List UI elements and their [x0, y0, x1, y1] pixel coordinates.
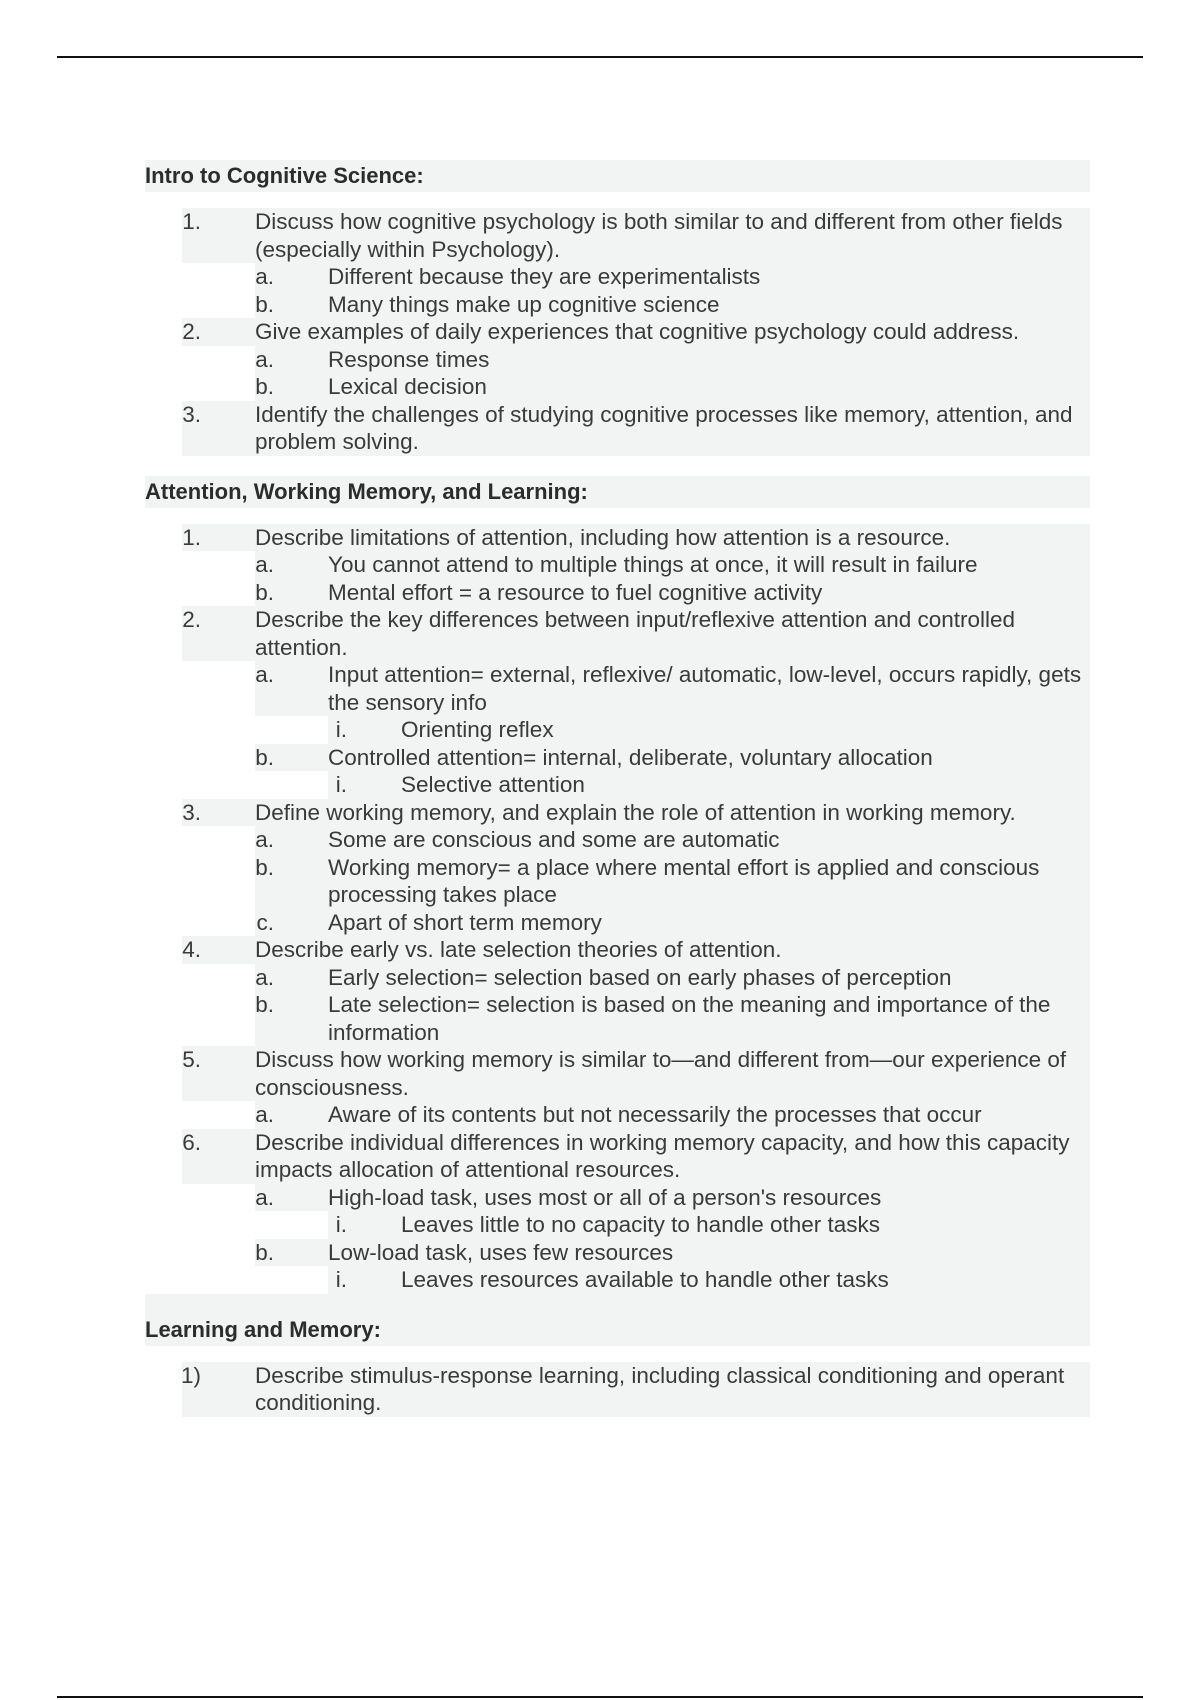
list-item-text: Identify the challenges of studying cognitive processes like memory, attention, and problem solving.: [255, 401, 1073, 454]
list-item: [255, 551, 1090, 579]
list-item: [182, 799, 1090, 827]
list-item-text: Describe stimulus-response learning, including classical conditioning and operant conditioning.: [255, 1362, 1065, 1415]
list-item: [182, 524, 1090, 552]
list-marker: b.: [255, 579, 274, 605]
list-marker: 1): [180, 1362, 201, 1388]
list-item-text: Orienting reflex: [401, 717, 554, 742]
list-marker: c.: [256, 909, 274, 935]
list-item: [255, 909, 1090, 937]
list-item-text: Input attention= external, reflexive/ automatic, low-level, occurs rapidly, gets the sensory info: [328, 662, 1082, 715]
list-item: [255, 1101, 1090, 1129]
list-marker: a.: [255, 552, 274, 577]
list-item: [328, 716, 1090, 744]
section-intro: [145, 160, 1090, 192]
list-marker: i.: [335, 717, 347, 742]
list-item: [182, 401, 1090, 456]
section-learning-list: [145, 1362, 1090, 1417]
list-marker: a.: [255, 662, 274, 687]
list-marker: b.: [255, 854, 274, 880]
list-item-text: Different because they are experimentalists: [328, 264, 761, 289]
list-marker: i.: [335, 772, 347, 797]
list-item-text: Describe individual differences in working memory capacity, and how this capacity impacts allocation of attentional resources.: [255, 1129, 1070, 1182]
list-marker: 3.: [182, 799, 201, 825]
list-item-text: Leaves little to no capacity to handle other tasks: [401, 1212, 881, 1237]
list-item-text: Describe early vs. late selection theories of attention.: [255, 937, 782, 962]
list-item: [182, 936, 1090, 964]
list-item-text: Discuss how working memory is similar to—and different from—our experience of consciousness.: [255, 1047, 1067, 1100]
list-item: [182, 1362, 1090, 1417]
list-item-text: Aware of its contents but not necessarily the processes that occur: [328, 1102, 982, 1127]
list-marker: a.: [255, 1184, 274, 1210]
list-marker: b.: [255, 1239, 274, 1265]
list-item-text: Selective attention: [401, 772, 585, 797]
list-item-text: Give examples of daily experiences that cognitive psychology could address.: [255, 319, 1020, 344]
list-item: [182, 1046, 1090, 1101]
list-item-text: Lexical decision: [328, 374, 487, 399]
list-item-text: Leaves resources available to handle other tasks: [401, 1267, 889, 1292]
list-item: [255, 1184, 1090, 1212]
list-item: [255, 661, 1090, 716]
section-heading: Intro to Cognitive Science:: [145, 163, 424, 188]
list-item: [255, 826, 1090, 854]
list-marker: 1.: [182, 524, 201, 550]
list-marker: a.: [255, 346, 274, 372]
list-marker: 1.: [182, 209, 201, 234]
section-attention: [145, 476, 1090, 508]
list-marker: b.: [255, 374, 274, 399]
document-body: [145, 160, 1090, 1417]
list-item-text: Some are conscious and some are automatic: [328, 827, 780, 852]
list-item: [328, 1266, 1090, 1294]
list-item: [255, 744, 1090, 772]
list-marker: a.: [255, 827, 274, 852]
list-item: [255, 964, 1090, 992]
list-marker: b.: [255, 992, 274, 1017]
list-marker: b.: [255, 291, 274, 317]
list-marker: 4.: [182, 937, 201, 962]
list-item: [255, 579, 1090, 607]
list-marker: a.: [255, 1102, 274, 1127]
section-heading: Attention, Working Memory, and Learning:: [145, 478, 588, 504]
list-item-text: Low-load task, uses few resources: [328, 1239, 674, 1265]
list-item: [182, 318, 1090, 346]
list-item-text: Discuss how cognitive psychology is both similar to and different from other fields (especially within Psychology).: [255, 209, 1063, 262]
list-item-text: Define working memory, and explain the role of attention in working memory.: [255, 799, 1016, 825]
list-item: [255, 854, 1090, 909]
list-item: [182, 208, 1090, 263]
bottom-rule: [57, 1696, 1143, 1698]
list-item: [255, 291, 1090, 319]
list-item-text: High-load task, uses most or all of a person's resources: [328, 1184, 882, 1210]
list-item: [255, 1239, 1090, 1267]
list-item-text: Controlled attention= internal, deliberate, voluntary allocation: [328, 744, 933, 770]
section-intro-list: [145, 208, 1090, 456]
list-item-text: Mental effort = a resource to fuel cognitive activity: [328, 579, 823, 605]
list-item: [328, 771, 1090, 799]
list-item-text: Working memory= a place where mental effort is applied and conscious processing takes place: [328, 854, 1040, 907]
list-item: [255, 373, 1090, 401]
list-marker: i.: [335, 1212, 347, 1237]
list-item-text: Early selection= selection based on early phases of perception: [328, 964, 952, 990]
list-item-text: Response times: [328, 346, 490, 372]
list-item: [182, 1129, 1090, 1184]
list-item: [182, 606, 1090, 661]
section-attention-list: [145, 524, 1090, 1294]
list-marker: 2.: [182, 607, 201, 632]
list-item-text: Many things make up cognitive science: [328, 291, 720, 317]
top-rule: [57, 56, 1143, 58]
list-marker: a.: [255, 264, 274, 289]
list-item-text: You cannot attend to multiple things at once, it will result in failure: [328, 552, 978, 577]
list-item-text: Late selection= selection is based on the meaning and importance of the information: [328, 992, 1051, 1045]
list-marker: b.: [255, 744, 274, 770]
list-item-text: Apart of short term memory: [328, 909, 602, 935]
section-heading: Learning and Memory:: [145, 1316, 381, 1342]
list-item: [255, 263, 1090, 291]
list-marker: i.: [335, 1267, 347, 1292]
list-marker: a.: [255, 964, 274, 990]
list-marker: 6.: [182, 1129, 201, 1155]
list-item: [255, 346, 1090, 374]
list-marker: 2.: [182, 319, 201, 344]
section-learning-memory: [145, 1314, 1090, 1346]
list-marker: 5.: [182, 1047, 201, 1072]
list-item: [255, 991, 1090, 1046]
list-item-text: Describe the key differences between input/reflexive attention and controlled attention.: [255, 607, 1016, 660]
list-item-text: Describe limitations of attention, including how attention is a resource.: [255, 524, 951, 550]
list-marker: 3.: [182, 401, 201, 427]
list-item: [328, 1211, 1090, 1239]
